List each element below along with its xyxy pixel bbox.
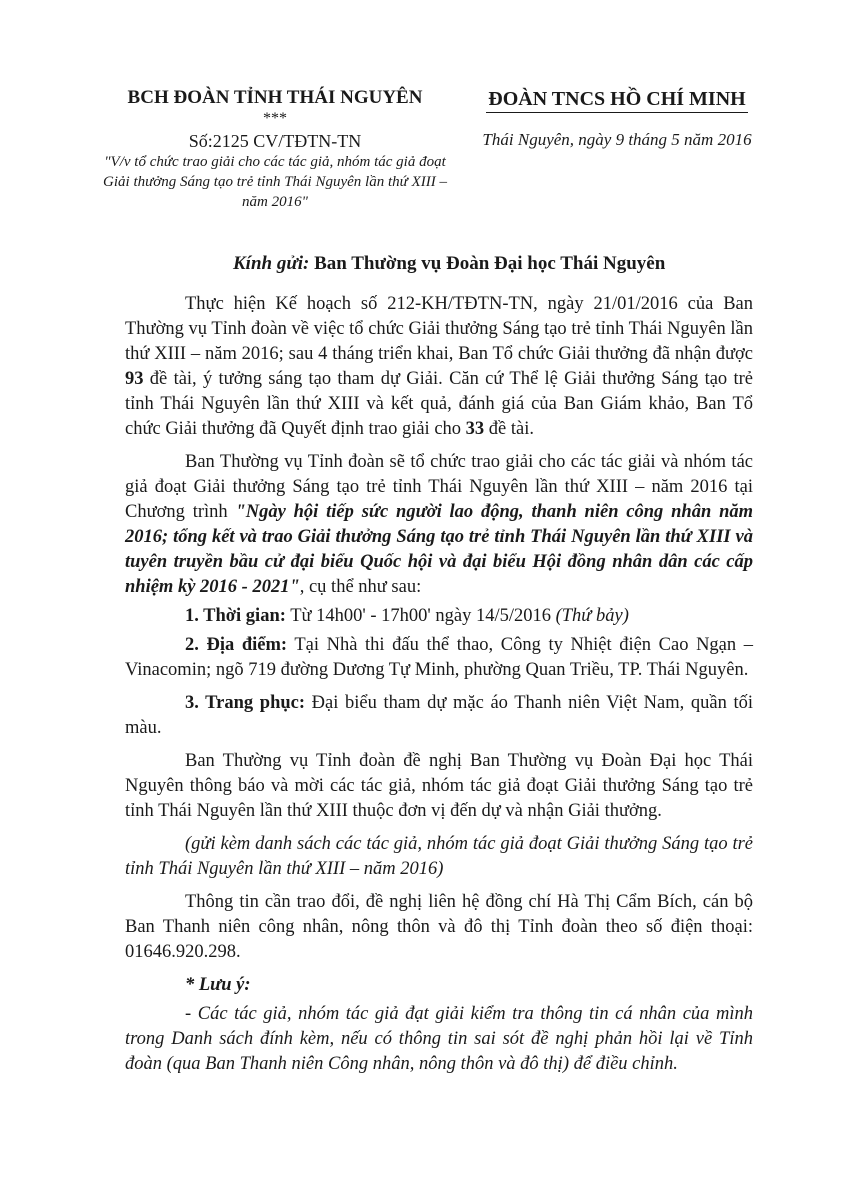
recipient-label: Kính gửi: — [233, 253, 310, 274]
paragraph-intro — [125, 292, 753, 442]
text-run: , cụ thể như sau: — [299, 577, 422, 597]
award-count: 33 — [465, 419, 485, 439]
text-run: Thực hiện Kế hoạch số 212-KH/TĐTN-TN, ngày 21/01/2016 của Ban Thường vụ Tỉnh đoàn về việc tổ chức Giải thưởng Sáng tạo trẻ tỉnh Thái Nguyên lần thứ XIII – năm 2016; sau 4 tháng triển khai, Ban Tổ chức Giải thưởng đã nhận được — [125, 294, 753, 364]
item-label: 2. Địa điểm: — [185, 635, 288, 655]
text-run: đề tài, ý tưởng sáng tạo tham dự Giải. Căn cứ Thể lệ Giải thưởng Sáng tạo trẻ tỉnh Thái Nguyên lần thứ XIII và kết quả, đánh giá của Ban Giám khảo, Ban Tổ chức Giải thưởng đã Quyết định trao giải cho — [125, 369, 753, 439]
submission-count: 93 — [125, 369, 144, 389]
paragraph-contact: Thông tin cần trao đổi, đề nghị liên hệ đồng chí Hà Thị Cẩm Bích, cán bộ Ban Thanh niên công nhân, nông thôn và đô thị Tỉnh đoàn theo số điện thoại: 01646.920.298. — [125, 892, 753, 962]
header-right — [452, 86, 782, 151]
item-text: Tại Nhà thi đấu thể thao, Công ty Nhiệt điện Cao Ngạn – Vinacomin; ngõ 719 đường Dương Tự Minh, phường Quan Triều, TP. Thái Nguyên. — [125, 635, 753, 680]
item-label: 3. Trang phục: — [185, 693, 306, 713]
place-date: Thái Nguyên, ngày 9 tháng 5 năm 2016 — [482, 130, 752, 149]
program-title: "Ngày hội tiếp sức người lao động, thanh niên công nhân năm 2016; tổng kết và trao Giải thưởng Sáng tạo trẻ tỉnh Thái Nguyên lần thứ XIII và tuyên truyền bầu cử đại biểu Quốc hội và đại biểu Hội đồng nhân dân các cấp nhiệm kỳ 2016 - 2021" — [125, 502, 753, 597]
document-body — [125, 292, 753, 1085]
issuing-organization: BCH ĐOÀN TỈNH THÁI NGUYÊN — [127, 87, 423, 108]
text-run: Ban Thường vụ Tỉnh đoàn sẽ tổ chức trao giải cho các tác giải và nhóm tác giả đoạt Giải thưởng Sáng tạo trẻ tỉnh Thái Nguyên lần thứ XIII – năm 2016 tại Chương trình — [125, 452, 753, 522]
item-dress-code — [125, 691, 753, 741]
recipient-name: Ban Thường vụ Đoàn Đại học Thái Nguyên — [314, 253, 666, 274]
item-text: Từ 14h00' - 17h00' ngày 14/5/2016 — [285, 606, 556, 626]
paragraph-program — [125, 450, 753, 600]
item-note: (Thứ bảy) — [555, 606, 629, 626]
header-left — [100, 86, 450, 212]
attachment-note: (gửi kèm danh sách các tác giả, nhóm tác giả đoạt Giải thưởng Sáng tạo trẻ tỉnh Thái Nguyên lần thứ XIII – năm 2016) — [125, 834, 753, 879]
union-name: ĐOÀN TNCS HỒ CHÍ MINH — [488, 88, 746, 110]
item-text: Đại biểu tham dự mặc áo Thanh niên Việt Nam, quần tối màu. — [125, 693, 753, 738]
document-number: Số:2125 CV/TĐTN-TN — [188, 131, 362, 151]
document-subject: "V/v tổ chức trao giải cho các tác giả, nhóm tác giả đoạt Giải thưởng Sáng tạo trẻ tỉnh Thái Nguyên lần thứ XIII – năm 2016" — [103, 154, 447, 210]
note-item: - Các tác giả, nhóm tác giả đạt giải kiểm tra thông tin cá nhân của mình trong Danh sách đính kèm, nếu có thông tin sai sót đề nghị phản hồi lại về Tỉnh đoàn (qua Ban Thanh niên Công nhân, nông thôn và đô thị) để điều chỉnh. — [125, 1004, 753, 1074]
stars-separator: *** — [263, 110, 287, 127]
note-heading: * Lưu ý: — [185, 975, 251, 995]
item-label: 1. Thời gian: — [185, 606, 286, 626]
item-time — [125, 604, 753, 629]
item-location — [125, 633, 753, 683]
paragraph-request: Ban Thường vụ Tỉnh đoàn đề nghị Ban Thường vụ Đoàn Đại học Thái Nguyên thông báo và mời các tác giả, nhóm tác giả đoạt Giải thưởng Sáng tạo trẻ tỉnh Thái Nguyên lần thứ XIII thuộc đơn vị đến dự và nhận Giải thưởng. — [125, 751, 753, 821]
recipient-line — [233, 253, 665, 275]
text-run: đề tài. — [484, 419, 534, 439]
union-underline — [486, 112, 748, 113]
